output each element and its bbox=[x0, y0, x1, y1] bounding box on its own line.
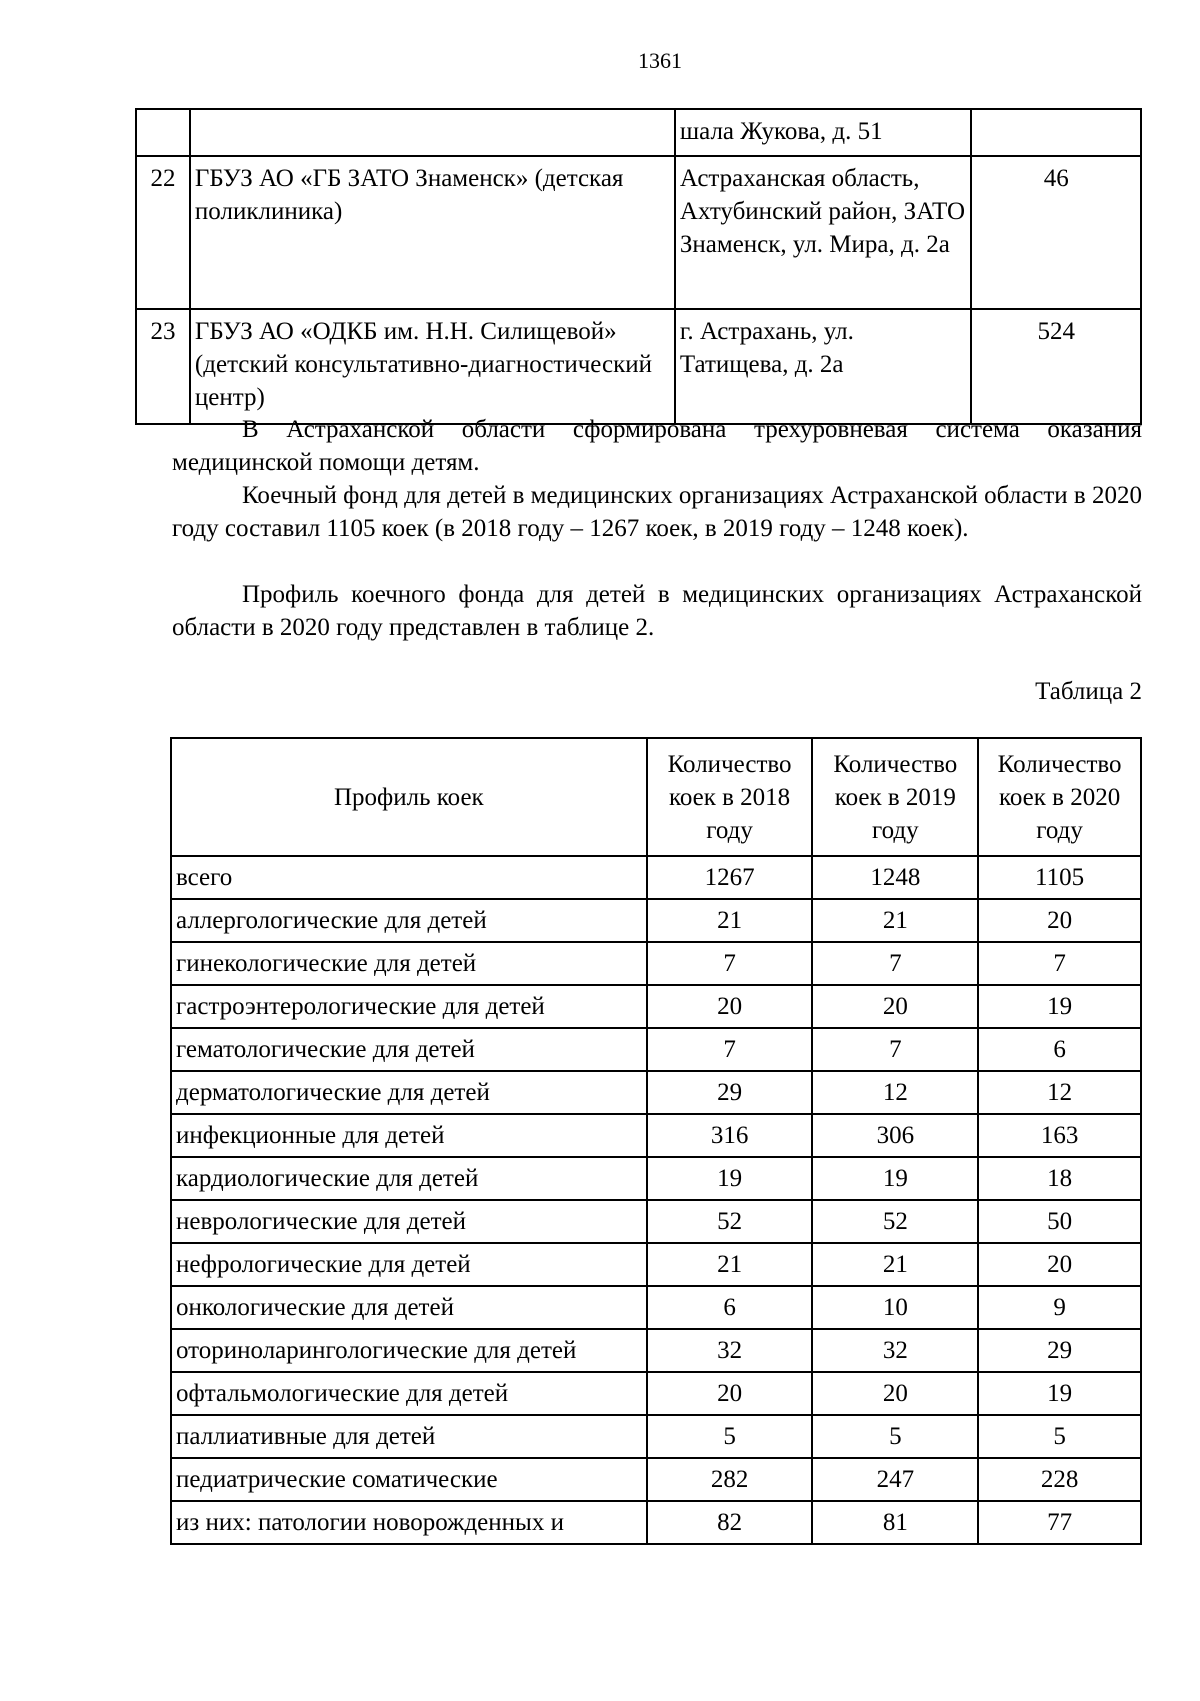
beds-2018: 82 bbox=[647, 1501, 813, 1544]
beds-2018: 7 bbox=[647, 1028, 813, 1071]
beds-2018: 7 bbox=[647, 942, 813, 985]
institution-quantity: 46 bbox=[971, 156, 1141, 309]
beds-2020: 20 bbox=[978, 899, 1141, 942]
beds-2020: 77 bbox=[978, 1501, 1141, 1544]
table-row bbox=[171, 1071, 1141, 1114]
table-row bbox=[171, 899, 1141, 942]
beds-2019: 21 bbox=[812, 1243, 978, 1286]
paragraph-care-system bbox=[172, 413, 1142, 479]
beds-2019: 306 bbox=[812, 1114, 978, 1157]
beds-2018: 32 bbox=[647, 1329, 813, 1372]
beds-2020: 18 bbox=[978, 1157, 1141, 1200]
beds-2020: 163 bbox=[978, 1114, 1141, 1157]
table-row bbox=[171, 1286, 1141, 1329]
beds-2020: 29 bbox=[978, 1329, 1141, 1372]
institution-address: г. Астрахань, ул. Татищева, д. 2а bbox=[675, 309, 972, 424]
beds-2019: 52 bbox=[812, 1200, 978, 1243]
institution-address: шала Жукова, д. 51 bbox=[675, 109, 972, 156]
table-row bbox=[171, 985, 1141, 1028]
bed-profile-label: паллиативные для детей bbox=[171, 1415, 647, 1458]
beds-2019: 21 bbox=[812, 899, 978, 942]
beds-2018: 5 bbox=[647, 1415, 813, 1458]
beds-2019: 20 bbox=[812, 1372, 978, 1415]
beds-2018: 1267 bbox=[647, 856, 813, 899]
beds-2019: 20 bbox=[812, 985, 978, 1028]
institution-quantity: 524 bbox=[971, 309, 1141, 424]
table-caption: Таблица 2 bbox=[1035, 678, 1142, 705]
table-row bbox=[171, 1114, 1141, 1157]
table-row bbox=[136, 109, 1141, 156]
beds-2019: 32 bbox=[812, 1329, 978, 1372]
table-header-row bbox=[171, 738, 1141, 856]
table-row bbox=[171, 1200, 1141, 1243]
table-row bbox=[171, 856, 1141, 899]
bed-profile-label: педиатрические соматические bbox=[171, 1458, 647, 1501]
institution-address: Астраханская область, Ахтубинский район, ЗАТО Знаменск, ул. Мира, д. 2а bbox=[675, 156, 972, 309]
institution-name: ГБУЗ АО «ГБ ЗАТО Знаменск» (детская поликлиника) bbox=[190, 156, 675, 309]
beds-2020: 6 bbox=[978, 1028, 1141, 1071]
beds-2018: 282 bbox=[647, 1458, 813, 1501]
bed-profile-label: гематологические для детей bbox=[171, 1028, 647, 1071]
header-2019: Количество коек в 2019 году bbox=[812, 738, 978, 856]
bed-profile-label: дерматологические для детей bbox=[171, 1071, 647, 1114]
beds-2018: 52 bbox=[647, 1200, 813, 1243]
header-2018: Количество коек в 2018 году bbox=[647, 738, 813, 856]
institution-name: ГБУЗ АО «ОДКБ им. Н.Н. Силищевой» (детский консультативно-диагностический центр) bbox=[190, 309, 675, 424]
table-row bbox=[171, 1329, 1141, 1372]
row-number: 22 bbox=[136, 156, 190, 309]
paragraph-bed-fund bbox=[172, 479, 1142, 545]
beds-2019: 7 bbox=[812, 1028, 978, 1071]
beds-2019: 10 bbox=[812, 1286, 978, 1329]
institutions-table bbox=[135, 108, 1142, 425]
table-row bbox=[171, 1458, 1141, 1501]
paragraph-text: В Астраханской области сформирована трехуровневая система оказания медицинской помощи детям. bbox=[172, 416, 1142, 476]
bed-profile-label: кардиологические для детей bbox=[171, 1157, 647, 1200]
header-profile: Профиль коек bbox=[171, 738, 647, 856]
table-row bbox=[171, 1501, 1141, 1544]
table-row bbox=[136, 156, 1141, 309]
bed-profile-label: нефрологические для детей bbox=[171, 1243, 647, 1286]
bed-profile-label: онкологические для детей bbox=[171, 1286, 647, 1329]
bed-profile-label: неврологические для детей bbox=[171, 1200, 647, 1243]
beds-2019: 81 bbox=[812, 1501, 978, 1544]
bed-profile-label: офтальмологические для детей bbox=[171, 1372, 647, 1415]
row-number: 23 bbox=[136, 309, 190, 424]
beds-2018: 21 bbox=[647, 899, 813, 942]
bed-profile-label: всего bbox=[171, 856, 647, 899]
bed-profile-label: гинекологические для детей bbox=[171, 942, 647, 985]
beds-2019: 247 bbox=[812, 1458, 978, 1501]
bed-profile-label: инфекционные для детей bbox=[171, 1114, 647, 1157]
paragraph-bed-profile bbox=[172, 578, 1142, 644]
bed-profile-label: оториноларингологические для детей bbox=[171, 1329, 647, 1372]
beds-2018: 20 bbox=[647, 985, 813, 1028]
beds-2020: 5 bbox=[978, 1415, 1141, 1458]
beds-2018: 29 bbox=[647, 1071, 813, 1114]
beds-2018: 6 bbox=[647, 1286, 813, 1329]
institution-quantity bbox=[971, 109, 1141, 156]
beds-2020: 50 bbox=[978, 1200, 1141, 1243]
table-row bbox=[136, 309, 1141, 424]
paragraph-text: Коечный фонд для детей в медицинских организациях Астраханской области в 2020 году составил 1105 коек (в 2018 году – 1267 коек, в 2019 году – 1248 коек). bbox=[172, 482, 1142, 542]
beds-2020: 7 bbox=[978, 942, 1141, 985]
table-row bbox=[171, 1157, 1141, 1200]
paragraph-text: Профиль коечного фонда для детей в медицинских организациях Астраханской области в 2020 году представлен в таблице 2. bbox=[172, 581, 1142, 641]
bed-profile-label: из них: патологии новорожденных и bbox=[171, 1501, 647, 1544]
beds-2020: 12 bbox=[978, 1071, 1141, 1114]
page-number: 1361 bbox=[638, 48, 682, 73]
beds-2019: 12 bbox=[812, 1071, 978, 1114]
table-row bbox=[171, 1372, 1141, 1415]
beds-2019: 1248 bbox=[812, 856, 978, 899]
header-2020: Количество коек в 2020 году bbox=[978, 738, 1141, 856]
beds-2020: 9 bbox=[978, 1286, 1141, 1329]
beds-2018: 19 bbox=[647, 1157, 813, 1200]
beds-2020: 19 bbox=[978, 1372, 1141, 1415]
beds-2020: 228 bbox=[978, 1458, 1141, 1501]
bed-profile-label: гастроэнтерологические для детей bbox=[171, 985, 647, 1028]
bed-profile-label: аллергологические для детей bbox=[171, 899, 647, 942]
beds-2018: 20 bbox=[647, 1372, 813, 1415]
beds-2020: 1105 bbox=[978, 856, 1141, 899]
beds-2020: 19 bbox=[978, 985, 1141, 1028]
beds-2018: 316 bbox=[647, 1114, 813, 1157]
table-row bbox=[171, 1415, 1141, 1458]
beds-2019: 19 bbox=[812, 1157, 978, 1200]
table-row bbox=[171, 1028, 1141, 1071]
beds-2018: 21 bbox=[647, 1243, 813, 1286]
table-row bbox=[171, 942, 1141, 985]
bed-profile-table bbox=[170, 737, 1142, 1545]
row-number bbox=[136, 109, 190, 156]
beds-2019: 5 bbox=[812, 1415, 978, 1458]
beds-2020: 20 bbox=[978, 1243, 1141, 1286]
table-row bbox=[171, 1243, 1141, 1286]
institution-name bbox=[190, 109, 675, 156]
beds-2019: 7 bbox=[812, 942, 978, 985]
